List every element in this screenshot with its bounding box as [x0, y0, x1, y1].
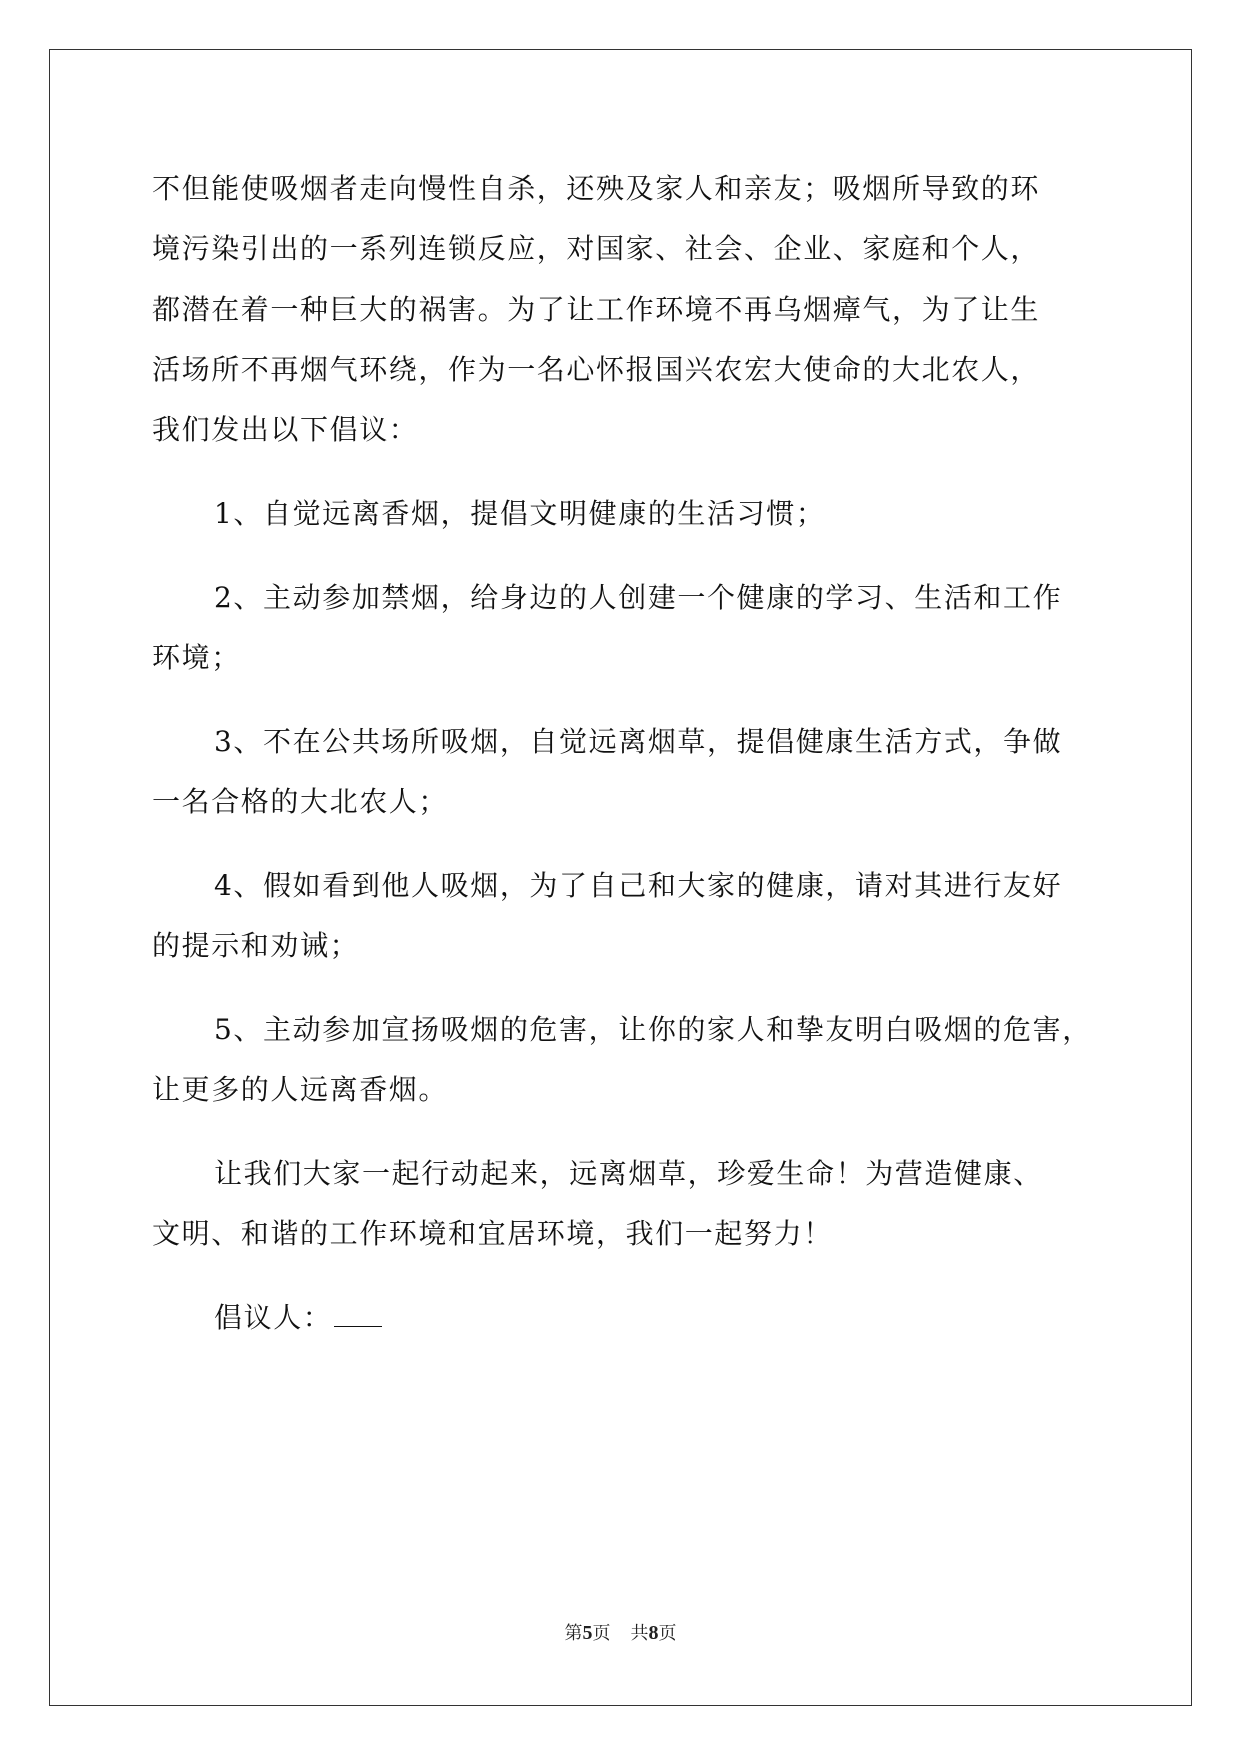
text-line: 活场所不再烟气环绕，作为一名心怀报国兴农宏大使命的大北农人， — [152, 353, 1041, 386]
proposal-item-4: 4、假如看到他人吸烟，为了自己和大家的健康，请对其进行友好 — [214, 869, 1063, 902]
footer-page-suffix: 页 — [592, 1623, 611, 1644]
footer-total-prefix: 共 — [630, 1623, 649, 1644]
proposal-item-5: 5、主动参加宣扬吸烟的危害，让你的家人和挚友明白吸烟的危害， — [214, 1013, 1092, 1046]
text-line: 的提示和劝诫； — [152, 929, 360, 962]
text-line: 都潜在着一种巨大的祸害。为了让工作环境不再乌烟瘴气，为了让生 — [152, 293, 1041, 326]
page-footer — [0, 1621, 1241, 1646]
current-page-number: 5 — [582, 1622, 593, 1644]
text-line: 一名合格的大北农人； — [152, 785, 449, 818]
text-line: 让更多的人远离香烟。 — [152, 1073, 449, 1106]
signature-line — [214, 1298, 1154, 1338]
total-page-number: 8 — [648, 1622, 659, 1644]
text-line: 境污染引出的一系列连锁反应，对国家、社会、企业、家庭和个人， — [152, 232, 1041, 265]
text-line: 不但能使吸烟者走向慢性自杀，还殃及家人和亲友；吸烟所导致的环 — [152, 172, 1041, 205]
proposal-item-1: 1、自觉远离香烟，提倡文明健康的生活习惯； — [214, 497, 826, 530]
text-line: 文明、和谐的工作环境和宜居环境，我们一起努力！ — [152, 1217, 833, 1250]
signature-blank — [334, 1304, 382, 1327]
text-line: 我们发出以下倡议： — [152, 413, 419, 446]
closing-paragraph: 让我们大家一起行动起来，远离烟草，珍爱生命！为营造健康、 — [214, 1157, 1043, 1190]
footer-total-suffix: 页 — [658, 1623, 677, 1644]
footer-prefix: 第 — [564, 1623, 583, 1644]
signature-label: 倡议人： — [214, 1301, 333, 1334]
proposal-item-2: 2、主动参加禁烟，给身边的人创建一个健康的学习、生活和工作 — [214, 581, 1063, 614]
text-line: 环境； — [152, 641, 241, 674]
proposal-item-3: 3、不在公共场所吸烟，自觉远离烟草，提倡健康生活方式，争做 — [214, 725, 1063, 758]
